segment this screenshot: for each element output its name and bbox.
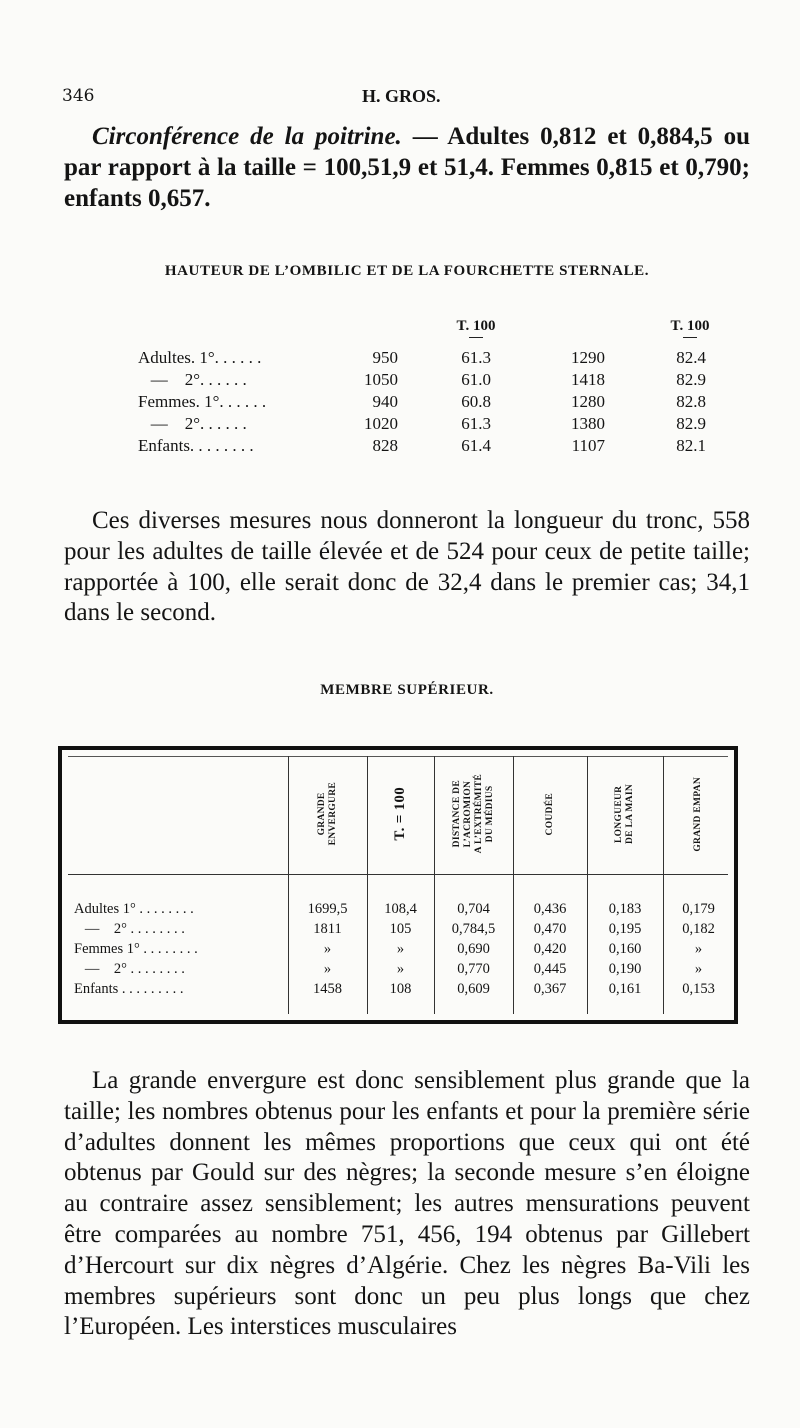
cell: 82.4 [676,348,706,367]
cell: 82.1 [676,436,706,455]
cell: 0,160 [608,941,642,957]
table-row [74,961,734,981]
cell: 61.3 [461,414,491,433]
paragraph-wingspan [64,1066,750,1343]
cell: 0,704 [457,901,490,917]
cell: 108 [389,981,412,997]
cell: 0,445 [533,961,567,977]
paragraph-text: La grande envergure est donc sensiblement plus grande que la taille; les nombres obtenus pour les enfants et pour la première série d’adultes donnent les mêmes proportions que ceux qui ont été obtenus par Gould sur des nègres; la seconde mesure s’en éloigne au contraire assez sensiblement; les autres mensurations peuvent être comparées au nombre 751, 456, 194 obtenus par Gillebert d’Hercourt sur dix nègres d’Algérie. Chez les nègres Ba-Vili les membres supérieurs sont donc un peu plus longs que chez l’Européen. Les interstices musculaires [64,1067,750,1341]
cell: 82.8 [676,392,706,411]
table-row [138,370,706,392]
table-upper-limb [58,746,738,1024]
cell: 950 [372,348,398,367]
running-head-author: H. GROS. [362,86,441,106]
cell: 0,195 [608,921,642,937]
col-header-envergure: GRANDE ENVERGURE [316,782,338,846]
cell: » [694,941,703,957]
cell: 82.9 [676,370,706,389]
cell: 61.0 [461,370,491,389]
row-label: Femmes. 1°. . . . . . [138,392,267,411]
col-header-t100: T. = 100 [392,787,408,841]
cell: 0,436 [533,901,567,917]
table-row [138,414,706,436]
cell: 1811 [313,921,342,937]
cell: 0,367 [533,981,567,997]
cell: 1380 [571,414,605,433]
col-header-coudee: COUDÉE [544,792,555,836]
cell: 1020 [364,414,398,433]
cell: 1458 [313,981,342,997]
cell: 0,161 [608,981,642,997]
table-row [138,392,706,414]
row-label: Enfants. . . . . . . . [138,436,254,455]
cell: » [396,961,405,977]
table1-header-col4: T. 100 [670,318,710,334]
row-label: — 2° . . . . . . . . [74,961,185,977]
paragraph-italic-heading: Circonférence de la poitrine. [92,123,402,150]
row-label: Adultes. 1°. . . . . . [138,348,262,367]
cell: 0,690 [457,941,490,957]
running-header [62,86,742,116]
cell: » [323,961,332,977]
table1-header-dash [683,337,697,338]
row-label: — 2° . . . . . . . . [74,921,185,937]
table-navel-sternum-height [138,318,710,458]
row-label: Enfants . . . . . . . . . [74,981,184,997]
row-label: — 2°. . . . . . [138,414,247,433]
cell: 108,4 [384,901,417,917]
cell: 105 [389,921,412,937]
paragraph-text: Ces diverses mesures nous donneront la longueur du tronc, 558 pour les adultes de taille élevée et de 524 pour ceux de petite taille; rapportée à 100, elle serait donc de 32,4 dans le premier cas; 34,1 dans le second. [64,507,750,627]
cell: 0,179 [682,901,715,917]
cell: 0,183 [608,901,642,917]
page-number: 346 [62,86,95,106]
table1-header-col2: T. 100 [456,318,496,334]
cell: 61.3 [461,348,491,367]
col-header-acromion: DISTANCE DE L’ACROMION A L’EXTRÉMITÉ DU MÉDIUS [451,774,495,854]
cell: 0,190 [608,961,642,977]
cell: 1107 [571,436,605,455]
row-label: Adultes 1° . . . . . . . . [74,901,194,917]
row-label: Femmes 1° . . . . . . . . [74,941,198,957]
cell: » [694,961,703,977]
table-row [138,348,706,370]
cell: 0,153 [682,981,715,997]
cell: 0,182 [682,921,715,937]
cell: 82.9 [676,414,706,433]
paragraph-trunk-length [64,506,750,629]
cell: 1699,5 [307,901,348,917]
cell: » [396,941,405,957]
cell: 60.8 [461,392,491,411]
table-row [74,901,734,921]
cell: 0,770 [457,961,490,977]
paragraph-text: — Adultes 0,812 et 0,884,5 ou par rapport à la taille = 100,51,9 et 51,4. Femmes 0,815 et 0,790; enfants 0,657. [64,123,750,212]
table-row [74,981,734,1001]
cell: 0,784,5 [451,921,496,937]
cell: 1418 [571,370,605,389]
cell: » [323,941,332,957]
table1-header-dash [469,337,483,338]
col-header-empan: GRAND EMPAN [693,776,703,852]
table-rule [68,756,728,757]
table2-title: MEMBRE SUPÉRIEUR. [320,682,494,698]
cell: 940 [372,392,398,411]
table-row [138,436,706,458]
col-header-main: LONGUEUR DE LA MAIN [614,783,635,844]
cell: 1280 [571,392,605,411]
cell: 0,420 [533,941,567,957]
header-rule [68,874,728,875]
cell: 1050 [364,370,398,389]
table1-header-row [138,318,710,348]
cell: 61.4 [461,436,491,455]
cell: 1290 [571,348,605,367]
cell: 0,470 [533,921,567,937]
table-row [74,941,734,961]
table-row [74,921,734,941]
cell: 0,609 [457,981,490,997]
row-label: — 2°. . . . . . [138,370,247,389]
cell: 828 [372,436,398,455]
paragraph-chest-circumference [64,122,750,214]
table1-title: HAUTEUR DE L’OMBILIC ET DE LA FOURCHETTE STERNALE. [164,263,650,279]
